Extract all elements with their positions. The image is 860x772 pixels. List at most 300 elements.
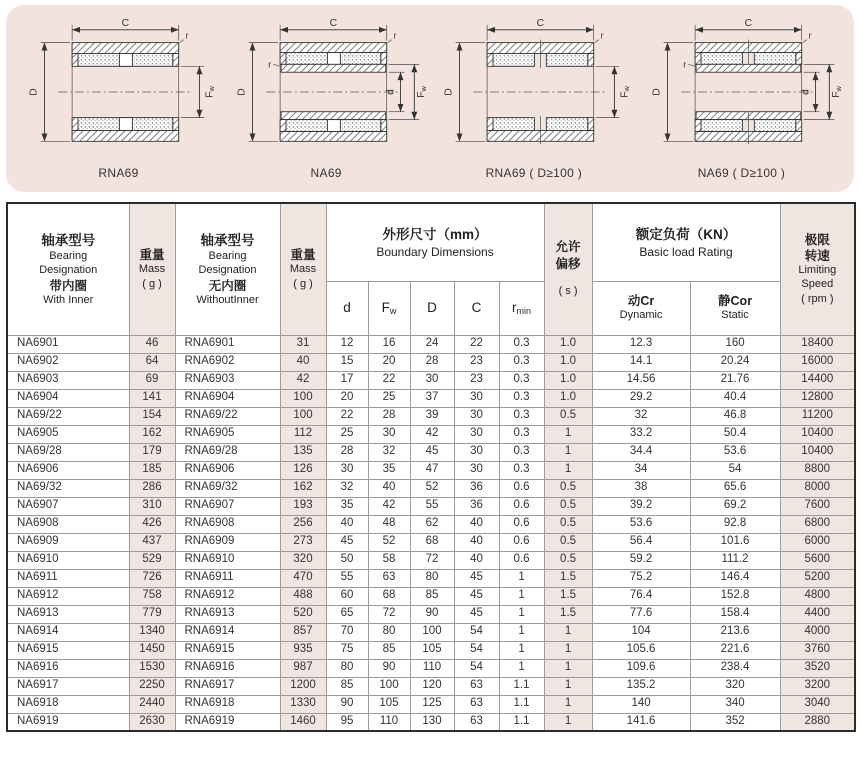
- table-cell: 1.1: [499, 677, 544, 695]
- table-cell: 0.6: [499, 533, 544, 551]
- table-cell: 5600: [780, 551, 855, 569]
- table-cell: RNA6915: [175, 641, 280, 659]
- table-cell: 1.0: [544, 353, 592, 371]
- table-cell: 30: [454, 407, 499, 425]
- table-row: [7, 371, 855, 389]
- diagram-label-na69: NA69: [310, 166, 342, 180]
- table-cell: 141.6: [592, 713, 690, 731]
- table-cell: RNA69/22: [175, 407, 280, 425]
- table-cell: NA6917: [7, 677, 129, 695]
- dim-label-c: C: [536, 17, 545, 29]
- table-cell: 45: [454, 587, 499, 605]
- table-cell: 90: [326, 695, 368, 713]
- header-static-zh: 静Cor: [718, 294, 753, 308]
- header-dynamic-en: Dynamic: [619, 309, 663, 322]
- header-boundary-zh: 外形尺寸（mm）: [382, 226, 488, 242]
- table-cell: 39.2: [592, 497, 690, 515]
- table-cell: 120: [410, 677, 454, 695]
- table-cell: 63: [368, 569, 410, 587]
- table-cell: 758: [129, 587, 175, 605]
- dim-label-d-bore: d: [800, 89, 812, 95]
- table-cell: RNA6910: [175, 551, 280, 569]
- table-cell: 62: [410, 515, 454, 533]
- table-cell: 146.4: [690, 569, 780, 587]
- table-cell: 1: [499, 569, 544, 587]
- table-cell: 12: [326, 335, 368, 353]
- table-cell: 1.1: [499, 695, 544, 713]
- table-cell: 1.0: [544, 371, 592, 389]
- table-cell: RNA6911: [175, 569, 280, 587]
- table-cell: 85: [368, 641, 410, 659]
- table-cell: 30: [454, 389, 499, 407]
- dim-label-fw: Fw: [831, 86, 844, 98]
- table-cell: 488: [280, 587, 326, 605]
- table-cell: 1.0: [544, 335, 592, 353]
- table-cell: 520: [280, 605, 326, 623]
- dim-label-r: r: [185, 30, 189, 41]
- table-cell: 111.2: [690, 551, 780, 569]
- table-cell: 85: [326, 677, 368, 695]
- table-cell: NA6911: [7, 569, 129, 587]
- table-cell: 40: [454, 533, 499, 551]
- table-cell: RNA6901: [175, 335, 280, 353]
- table-cell: 1.0: [544, 389, 592, 407]
- table-cell: 0.6: [499, 515, 544, 533]
- table-cell: 185: [129, 461, 175, 479]
- table-row: [7, 695, 855, 713]
- table-cell: 1: [499, 605, 544, 623]
- table-cell: RNA6919: [175, 713, 280, 731]
- table-cell: 70: [326, 623, 368, 641]
- table-cell: 0.6: [499, 551, 544, 569]
- table-cell: NA6915: [7, 641, 129, 659]
- table-cell: 4000: [780, 623, 855, 641]
- table-row: [7, 587, 855, 605]
- table-cell: 28: [410, 353, 454, 371]
- table-cell: 30: [454, 425, 499, 443]
- table-cell: 50: [326, 551, 368, 569]
- table-row: [7, 389, 855, 407]
- header-offset-unit: ( s ): [558, 284, 578, 297]
- table-cell: 95: [326, 713, 368, 731]
- table-cell: 221.6: [690, 641, 780, 659]
- dim-label-c: C: [121, 17, 130, 29]
- table-cell: 0.3: [499, 353, 544, 371]
- header-limiting-speed: [780, 203, 855, 335]
- table-cell: 42: [280, 371, 326, 389]
- table-row: [7, 605, 855, 623]
- table-cell: NA6913: [7, 605, 129, 623]
- table-cell: 426: [129, 515, 175, 533]
- table-cell: 80: [326, 659, 368, 677]
- table-cell: 68: [368, 587, 410, 605]
- table-cell: 0.5: [544, 551, 592, 569]
- table-cell: 30: [454, 443, 499, 461]
- table-cell: 31: [280, 335, 326, 353]
- table-cell: 238.4: [690, 659, 780, 677]
- table-cell: 22: [326, 407, 368, 425]
- table-cell: 1: [544, 659, 592, 677]
- header-with-inner-zh2: 带内圈: [49, 278, 87, 293]
- table-cell: 1450: [129, 641, 175, 659]
- table-cell: 30: [368, 425, 410, 443]
- table-cell: 1.1: [499, 713, 544, 731]
- dim-label-r-inner: r: [683, 59, 687, 70]
- table-cell: RNA69/32: [175, 479, 280, 497]
- table-cell: 352: [690, 713, 780, 731]
- table-cell: 64: [129, 353, 175, 371]
- dim-label-fw: Fw: [619, 86, 632, 98]
- header-static-en: Static: [721, 309, 749, 322]
- table-cell: 80: [410, 569, 454, 587]
- table-cell: 437: [129, 533, 175, 551]
- table-cell: 30: [326, 461, 368, 479]
- table-cell: 72: [368, 605, 410, 623]
- table-cell: NA69/32: [7, 479, 129, 497]
- table-cell: 45: [410, 443, 454, 461]
- table-cell: 0.6: [499, 479, 544, 497]
- table-cell: 1: [544, 641, 592, 659]
- table-cell: RNA6909: [175, 533, 280, 551]
- table-cell: NA6918: [7, 695, 129, 713]
- table-cell: 130: [410, 713, 454, 731]
- table-cell: 11200: [780, 407, 855, 425]
- table-cell: 8800: [780, 461, 855, 479]
- header-with-inner-en3: With Inner: [43, 294, 94, 307]
- table-cell: 80: [368, 623, 410, 641]
- table-cell: 36: [454, 497, 499, 515]
- table-cell: 20.24: [690, 353, 780, 371]
- table-body: [7, 335, 855, 731]
- table-cell: 12800: [780, 389, 855, 407]
- table-cell: 2440: [129, 695, 175, 713]
- table-cell: 935: [280, 641, 326, 659]
- table-cell: 75.2: [592, 569, 690, 587]
- table-row: [7, 677, 855, 695]
- table-row: [7, 479, 855, 497]
- table-cell: 23: [454, 371, 499, 389]
- table-cell: 320: [280, 551, 326, 569]
- table-cell: 53.6: [690, 443, 780, 461]
- table-cell: 1: [499, 623, 544, 641]
- dim-label-d-outer: D: [651, 88, 663, 96]
- bearing-diagram-na69-d100: [639, 15, 844, 165]
- table-cell: 52: [368, 533, 410, 551]
- table-cell: NA69/28: [7, 443, 129, 461]
- table-cell: 3200: [780, 677, 855, 695]
- header-mass-zh: 重量: [290, 247, 316, 262]
- table-cell: 33.2: [592, 425, 690, 443]
- dim-label-c: C: [329, 17, 337, 29]
- table-cell: RNA6914: [175, 623, 280, 641]
- table-cell: 5200: [780, 569, 855, 587]
- header-speed-zh2: 转速: [804, 248, 830, 263]
- table-cell: 1530: [129, 659, 175, 677]
- header-speed-en2: Speed: [801, 277, 834, 290]
- table-cell: NA6908: [7, 515, 129, 533]
- table-row: [7, 569, 855, 587]
- table-row: [7, 407, 855, 425]
- header-boundary-dimensions: [326, 203, 544, 281]
- table-cell: 3040: [780, 695, 855, 713]
- table-cell: 16: [368, 335, 410, 353]
- table-cell: RNA69/28: [175, 443, 280, 461]
- table-cell: 35: [326, 497, 368, 515]
- diagram-block-rna69: [16, 15, 221, 192]
- table-cell: 162: [280, 479, 326, 497]
- table-cell: 3760: [780, 641, 855, 659]
- header-permissible-offset: [544, 203, 592, 335]
- table-cell: 162: [129, 425, 175, 443]
- header-offset-zh2: 偏移: [555, 256, 581, 271]
- table-cell: NA6907: [7, 497, 129, 515]
- table-row: [7, 713, 855, 731]
- table-cell: 7600: [780, 497, 855, 515]
- table-cell: NA6919: [7, 713, 129, 731]
- table-cell: 37: [410, 389, 454, 407]
- table-cell: 8000: [780, 479, 855, 497]
- header-mass-zh: 重量: [139, 247, 165, 262]
- table-cell: 65.6: [690, 479, 780, 497]
- table-cell: 35: [368, 461, 410, 479]
- table-cell: 3520: [780, 659, 855, 677]
- table-row: [7, 497, 855, 515]
- table-cell: 135.2: [592, 677, 690, 695]
- table-cell: 20: [368, 353, 410, 371]
- table-cell: NA6909: [7, 533, 129, 551]
- table-cell: 20: [326, 389, 368, 407]
- table-cell: NA6914: [7, 623, 129, 641]
- table-cell: 60: [326, 587, 368, 605]
- table-cell: 109.6: [592, 659, 690, 677]
- table-cell: 779: [129, 605, 175, 623]
- table-cell: NA6910: [7, 551, 129, 569]
- table-cell: 857: [280, 623, 326, 641]
- header-offset-zh1: 允许: [555, 240, 581, 255]
- table-cell: 46.8: [690, 407, 780, 425]
- table-cell: 65: [326, 605, 368, 623]
- table-cell: 32: [326, 479, 368, 497]
- table-cell: 76.4: [592, 587, 690, 605]
- table-cell: 158.4: [690, 605, 780, 623]
- table-cell: 72: [410, 551, 454, 569]
- table-cell: 14400: [780, 371, 855, 389]
- table-cell: 0.3: [499, 371, 544, 389]
- table-cell: 40: [326, 515, 368, 533]
- table-cell: 40: [280, 353, 326, 371]
- dim-label-d-outer: D: [28, 88, 40, 96]
- table-cell: 1.5: [544, 587, 592, 605]
- table-cell: RNA6905: [175, 425, 280, 443]
- table-cell: 10400: [780, 425, 855, 443]
- table-cell: 105.6: [592, 641, 690, 659]
- table-row: [7, 425, 855, 443]
- table-cell: 50.4: [690, 425, 780, 443]
- table-cell: 34: [592, 461, 690, 479]
- table-cell: 2880: [780, 713, 855, 731]
- table-cell: 54: [454, 641, 499, 659]
- table-cell: 90: [368, 659, 410, 677]
- table-row: [7, 659, 855, 677]
- table-cell: 69.2: [690, 497, 780, 515]
- table-cell: 0.5: [544, 479, 592, 497]
- table-cell: 90: [410, 605, 454, 623]
- table-cell: 17: [326, 371, 368, 389]
- table-cell: 55: [410, 497, 454, 515]
- table-row: [7, 641, 855, 659]
- dim-label-r: r: [600, 30, 604, 41]
- table-row: [7, 623, 855, 641]
- table-cell: 45: [454, 605, 499, 623]
- table-cell: RNA6902: [175, 353, 280, 371]
- table-cell: 12.3: [592, 335, 690, 353]
- table-cell: 63: [454, 713, 499, 731]
- table-cell: 1: [544, 425, 592, 443]
- diagram-block-rna69-d100: [431, 15, 636, 192]
- table-cell: 22: [454, 335, 499, 353]
- header-mass-unit: ( g ): [293, 277, 313, 290]
- table-row: [7, 461, 855, 479]
- table-cell: NA6916: [7, 659, 129, 677]
- table-cell: 1330: [280, 695, 326, 713]
- table-cell: RNA6906: [175, 461, 280, 479]
- table-cell: 140: [592, 695, 690, 713]
- header-speed-unit: ( rpm ): [801, 292, 834, 305]
- table-cell: 22: [368, 371, 410, 389]
- table-cell: 1460: [280, 713, 326, 731]
- table-cell: 1: [499, 587, 544, 605]
- table-cell: 0.5: [544, 497, 592, 515]
- bearing-diagram-na69: [224, 15, 429, 165]
- table-cell: 286: [129, 479, 175, 497]
- table-cell: 256: [280, 515, 326, 533]
- dim-label-r: r: [808, 30, 812, 41]
- table-cell: 30: [410, 371, 454, 389]
- header-load-zh: 额定负荷（KN）: [635, 226, 737, 242]
- table-cell: 6800: [780, 515, 855, 533]
- diagram-label-rna69: RNA69: [98, 166, 139, 180]
- table-cell: 1: [544, 695, 592, 713]
- table-cell: 110: [410, 659, 454, 677]
- table-cell: 55: [326, 569, 368, 587]
- dim-label-d-outer: D: [443, 88, 455, 96]
- header-mass-en: Mass: [138, 262, 166, 275]
- table-cell: 39: [410, 407, 454, 425]
- dim-label-d-bore: d: [385, 89, 397, 95]
- header-col-static: [690, 281, 780, 335]
- table-cell: 340: [690, 695, 780, 713]
- table-cell: 310: [129, 497, 175, 515]
- table-cell: 56.4: [592, 533, 690, 551]
- table-cell: 40: [454, 515, 499, 533]
- header-without-inner-en1: Bearing: [208, 250, 247, 263]
- table-cell: 42: [368, 497, 410, 515]
- diagram-panel: [6, 5, 854, 192]
- table-cell: 36: [454, 479, 499, 497]
- table-cell: 25: [326, 425, 368, 443]
- table-cell: 24: [410, 335, 454, 353]
- table-header: [7, 203, 855, 335]
- table-cell: 4400: [780, 605, 855, 623]
- table-cell: 68: [410, 533, 454, 551]
- table-cell: RNA6918: [175, 695, 280, 713]
- table-cell: RNA6903: [175, 371, 280, 389]
- table-cell: 2630: [129, 713, 175, 731]
- header-speed-zh1: 极限: [804, 232, 830, 247]
- header-without-inner: [175, 203, 280, 335]
- table-cell: 77.6: [592, 605, 690, 623]
- bearing-spec-table: [6, 202, 856, 732]
- header-col-rmin: rmin: [499, 281, 544, 335]
- table-cell: 54: [454, 623, 499, 641]
- table-cell: 987: [280, 659, 326, 677]
- table-cell: RNA6907: [175, 497, 280, 515]
- table-cell: 0.3: [499, 389, 544, 407]
- table-cell: 105: [410, 641, 454, 659]
- table-cell: 0.5: [544, 407, 592, 425]
- table-cell: RNA6916: [175, 659, 280, 677]
- table-cell: 1200: [280, 677, 326, 695]
- table-cell: NA6901: [7, 335, 129, 353]
- table-cell: 1: [544, 443, 592, 461]
- table-row: [7, 353, 855, 371]
- table-cell: RNA6908: [175, 515, 280, 533]
- diagram-label-na69-d100: NA69 ( D≥100 ): [697, 166, 786, 180]
- header-col-D: D: [410, 281, 454, 335]
- table-cell: 54: [690, 461, 780, 479]
- table-cell: 92.8: [690, 515, 780, 533]
- table-cell: 30: [454, 461, 499, 479]
- table-cell: 100: [280, 389, 326, 407]
- table-cell: 53.6: [592, 515, 690, 533]
- table-cell: 69: [129, 371, 175, 389]
- table-cell: 45: [326, 533, 368, 551]
- header-without-inner-en2: Designation: [198, 264, 257, 277]
- table-cell: NA6912: [7, 587, 129, 605]
- header-col-fw: Fw: [368, 281, 410, 335]
- table-cell: 105: [368, 695, 410, 713]
- table-cell: RNA6904: [175, 389, 280, 407]
- table-cell: 0.5: [544, 533, 592, 551]
- table-cell: NA69/22: [7, 407, 129, 425]
- dim-label-d-outer: D: [236, 88, 248, 96]
- table-row: [7, 335, 855, 353]
- table-cell: 126: [280, 461, 326, 479]
- table-cell: 54: [454, 659, 499, 677]
- header-speed-en1: Limiting: [798, 264, 837, 277]
- table-cell: 42: [410, 425, 454, 443]
- table-cell: 112: [280, 425, 326, 443]
- table-cell: 726: [129, 569, 175, 587]
- table-cell: 1.5: [544, 569, 592, 587]
- table-cell: 85: [410, 587, 454, 605]
- table-cell: 1: [544, 623, 592, 641]
- table-cell: 32: [368, 443, 410, 461]
- table-cell: RNA6912: [175, 587, 280, 605]
- table-cell: 110: [368, 713, 410, 731]
- table-cell: 104: [592, 623, 690, 641]
- table-cell: 63: [454, 695, 499, 713]
- table-cell: 1: [544, 677, 592, 695]
- header-mass-1: [129, 203, 175, 335]
- header-mass-unit: ( g ): [142, 277, 162, 290]
- dim-label-fw: Fw: [415, 86, 428, 98]
- table-cell: 14.1: [592, 353, 690, 371]
- table-cell: 100: [368, 677, 410, 695]
- table-cell: NA6906: [7, 461, 129, 479]
- table-cell: 0.3: [499, 461, 544, 479]
- header-without-inner-zh2: 无内圈: [208, 278, 247, 293]
